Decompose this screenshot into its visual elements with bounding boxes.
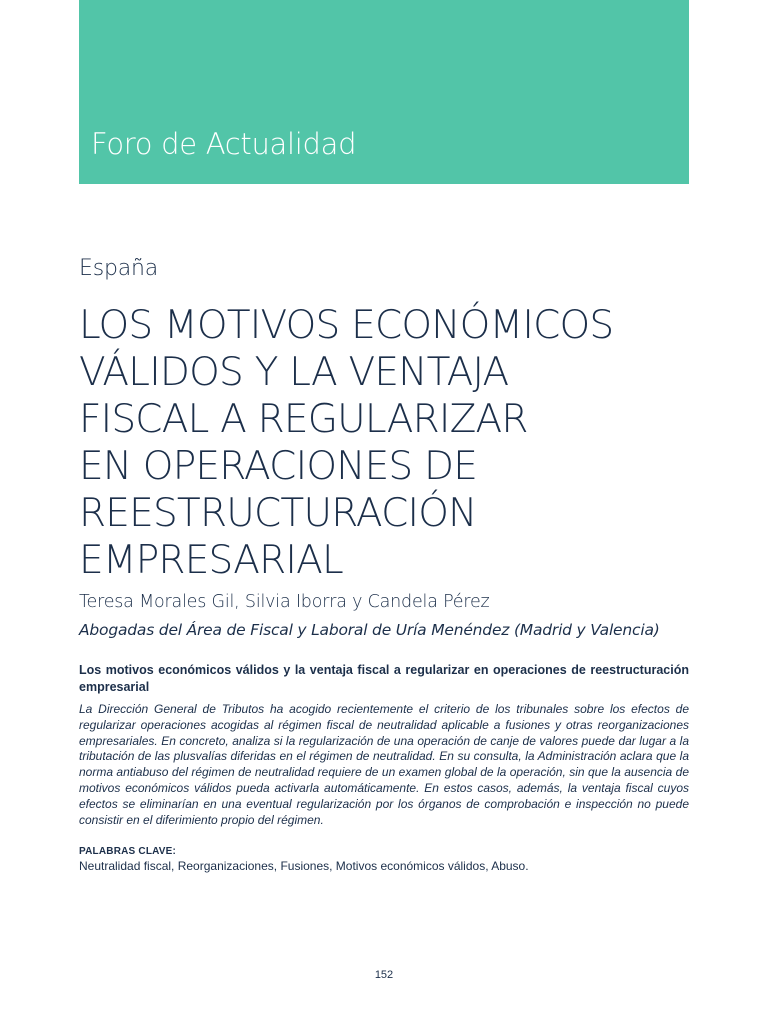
- article-title-line: FISCAL A REGULARIZAR: [79, 397, 528, 442]
- keywords-label: PALABRAS CLAVE:: [79, 846, 177, 857]
- page-number: 152: [374, 969, 394, 981]
- article-authors: Teresa Morales Gil, Silvia Iborra y Candela Pérez: [79, 592, 490, 612]
- section-banner: [79, 0, 689, 184]
- keywords-list: Neutralidad fiscal, Reorganizaciones, Fusiones, Motivos económicos válidos, Abuso.: [79, 859, 529, 873]
- article-title-line: EMPRESARIAL: [79, 538, 343, 583]
- article-title-line: EN OPERACIONES DE: [79, 444, 478, 489]
- country-label: España: [79, 256, 159, 281]
- article-title: [79, 302, 699, 584]
- article-title-line: VÁLIDOS Y LA VENTAJA: [79, 350, 509, 395]
- article-title-line: REESTRUCTURACIÓN: [79, 491, 477, 536]
- section-title: Foro de Actualidad: [91, 127, 357, 161]
- author-affiliation: Abogadas del Área de Fiscal y Laboral de Uría Menéndez (Madrid y Valencia): [79, 621, 660, 639]
- article-title-line: LOS MOTIVOS ECONÓMICOS: [79, 303, 614, 348]
- abstract-title: Los motivos económicos válidos y la ventaja fiscal a regularizar en operaciones de reestructuración empresarial: [79, 663, 689, 694]
- abstract-body: La Dirección General de Tributos ha acogido recientemente el criterio de los tribunales sobre los efectos de regularizar operaciones acogidas al régimen fiscal de neutralidad aplicable a fusiones y otras reorganizaciones empresariales. En concreto, analiza si la regularización de una operación de canje de valores puede dar lugar a la tributación de las plusvalías diferidas en el régimen de neutralidad. En su consulta, la Administración aclara que la norma antiabuso del régimen de neutralidad requiere de un examen global de la operación, sin que la ausencia de motivos económicos válidos pueda activarla automáticamente. En estos casos, además, la ventaja fiscal cuyos efectos se eliminarían en una eventual regularización por los órganos de comprobación e inspección no puede consistir en el diferimiento propio del régimen.: [79, 702, 689, 827]
